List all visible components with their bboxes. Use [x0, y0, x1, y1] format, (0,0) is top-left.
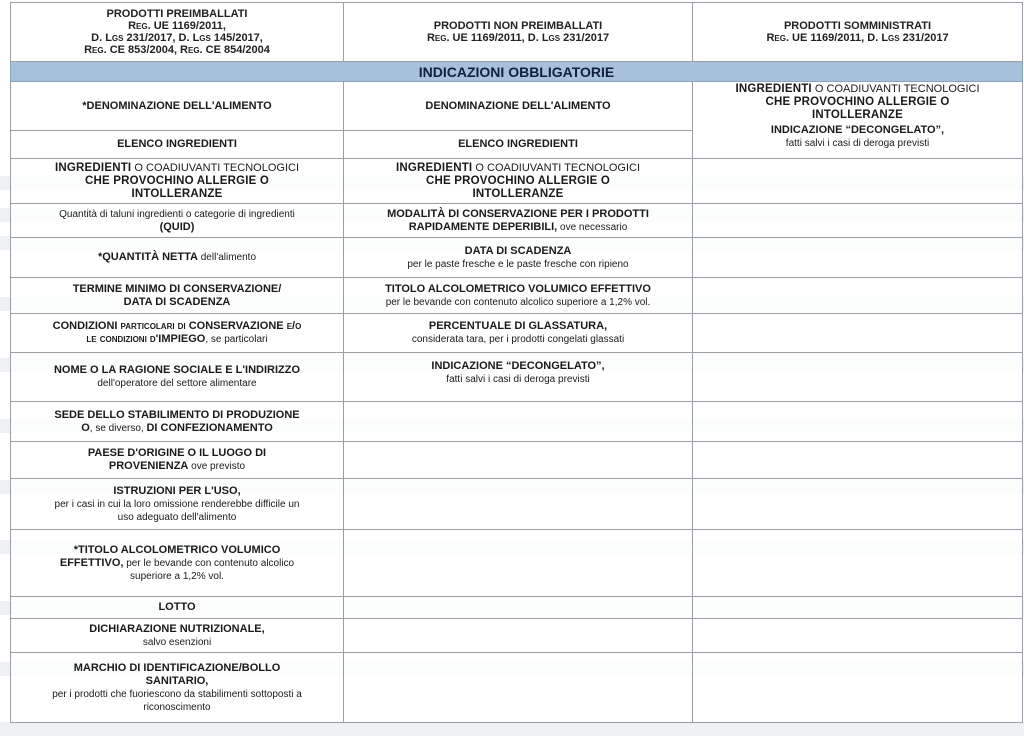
decongelato-label: INDICAZIONE “DECONGELATO”,	[431, 360, 605, 372]
allergens-line: INTOLLERANZE	[812, 109, 903, 121]
header-prepackaged-reg1: Reg. UE 1169/2011,	[128, 20, 226, 32]
denominazione-label: DENOMINAZIONE DELL'ALIMENTO	[425, 99, 611, 112]
cell-c1-r2	[11, 131, 344, 159]
cell-c3-r12	[693, 530, 1023, 597]
health-mark-note-2: riconoscimento	[143, 701, 211, 713]
cell-c1-r15	[11, 653, 344, 723]
cell-c1-r13	[11, 597, 344, 619]
storage-note: ove necessario	[557, 221, 628, 233]
table-row	[11, 204, 1023, 238]
header-prepackaged-reg2: D. Lgs 231/2017, D. Lgs 145/2017,	[91, 32, 263, 44]
operator-label: NOME O LA RAGIONE SOCIALE E L'INDIRIZZO	[53, 364, 301, 376]
cell-c1-r1	[11, 82, 344, 131]
ingredients-label: ELENCO INGREDIENTI	[458, 138, 578, 150]
decongelato-note: fatti salvi i casi di deroga previsti	[785, 138, 930, 149]
glazing-label: PERCENTUALE DI GLASSATURA,	[428, 320, 608, 332]
header-non-prepackaged	[344, 3, 693, 62]
nutrition-label: DICHIARAZIONE NUTRIZIONALE,	[89, 622, 265, 635]
conditions-connector: le condizioni d'	[86, 333, 159, 345]
quid-note: Quantità di taluni ingredienti o categorie di ingredienti	[59, 208, 295, 220]
health-mark-label: MARCHIO DI IDENTIFICAZIONE/BOLLO	[73, 661, 281, 674]
cell-c1-r12	[11, 530, 344, 597]
conditions-note: , se particolari	[205, 334, 268, 345]
ingredients-label: ELENCO INGREDIENTI	[117, 138, 237, 150]
glazing-note: considerata tara, per i prodotti congelati glassati	[411, 334, 625, 345]
conservation-label: CONSERVAZIONE	[188, 320, 284, 332]
header-prepackaged	[11, 3, 344, 62]
cell-c1-r6	[11, 278, 344, 314]
cell-c1-r3	[11, 159, 344, 204]
cell-c3-r3	[693, 159, 1023, 204]
cell-c2-r6	[344, 278, 693, 314]
header-prepackaged-title: PRODOTTI PREIMBALLATI	[106, 8, 248, 20]
cell-c2-r7	[344, 314, 693, 353]
cell-c2-r13	[344, 597, 693, 619]
storage-label-2: RAPIDAMENTE DEPERIBILI,	[408, 220, 558, 233]
cell-c2-r15	[344, 653, 693, 723]
table-row	[11, 82, 1023, 131]
table-row	[11, 353, 1023, 402]
table-row	[11, 402, 1023, 442]
table-row	[11, 278, 1023, 314]
plant-or: O	[81, 421, 90, 434]
cell-c3-r5	[693, 238, 1023, 278]
cell-c3-r10	[693, 442, 1023, 479]
header-served	[693, 3, 1023, 62]
cell-c2-r11	[344, 479, 693, 530]
origin-label-2: PROVENIENZA	[108, 460, 189, 472]
cell-c3-r8	[693, 353, 1023, 402]
cell-c1-r10	[11, 442, 344, 479]
cell-c3-r4	[693, 204, 1023, 238]
origin-label: PAESE D'ORIGINE O IL LUOGO DI	[87, 447, 267, 459]
cell-c2-r5	[344, 238, 693, 278]
allergens-line: CHE PROVOCHINO ALLERGIE O	[425, 174, 611, 187]
table-row	[11, 238, 1023, 278]
decongelato-note: fatti salvi i casi di deroga previsti	[446, 374, 590, 385]
section-banner: INDICAZIONI OBBLIGATORIE	[11, 62, 1023, 82]
header-row	[11, 3, 1023, 62]
table-row	[11, 530, 1023, 597]
cell-c3-r7	[693, 314, 1023, 353]
table-row	[11, 653, 1023, 723]
packaging-label: DI CONFEZIONAMENTO	[146, 421, 273, 434]
instructions-label: ISTRUZIONI PER L'USO,	[113, 484, 241, 497]
table-row	[11, 159, 1023, 204]
table-row	[11, 619, 1023, 653]
table-row	[11, 597, 1023, 619]
cell-c3-r6	[693, 278, 1023, 314]
cell-c3-r15	[693, 653, 1023, 723]
lot-label: LOTTO	[158, 601, 196, 613]
allergens-line: CHE PROVOCHINO ALLERGIE O	[84, 174, 270, 187]
cell-c3-r11	[693, 479, 1023, 530]
allergens-keyword: INGREDIENTI	[55, 161, 132, 174]
header-served-title: PRODOTTI SOMMINISTRATI	[783, 20, 932, 32]
plant-note: , se diverso,	[89, 422, 147, 434]
header-non-prepackaged-reg: Reg. UE 1169/2011, D. Lgs 231/2017	[426, 32, 610, 44]
table-row	[11, 479, 1023, 530]
cell-c1-r11	[11, 479, 344, 530]
allergens-line: INTOLLERANZE	[472, 187, 564, 200]
cell-c1-r9	[11, 402, 344, 442]
alcohol-note: per le bevande con contenuto alcolico superiore a 1,2% vol.	[385, 296, 651, 308]
quid-label: (QUID)	[159, 220, 195, 233]
mandatory-indications-table	[10, 2, 1023, 723]
cell-c1-r8	[11, 353, 344, 402]
conditions-label: CONDIZIONI	[52, 320, 118, 332]
banner-row	[11, 62, 1023, 82]
operator-note: dell'operatore del settore alimentare	[97, 378, 257, 389]
conditions-connector: e/o	[283, 320, 302, 332]
allergens-keyword: INGREDIENTI	[735, 83, 812, 95]
abv-label-2: EFFETTIVO,	[59, 556, 124, 569]
header-served-reg: Reg. UE 1169/2011, D. Lgs 231/2017	[766, 32, 949, 44]
plant-label: SEDE DELLO STABILIMENTO DI PRODUZIONE	[54, 408, 300, 421]
cell-c2-r1	[344, 82, 693, 131]
cell-c2-r14	[344, 619, 693, 653]
abv-label: *TITOLO ALCOLOMETRICO VOLUMICO	[73, 543, 281, 556]
storage-label: MODALITÀ DI CONSERVAZIONE PER I PRODOTTI	[387, 207, 649, 220]
cell-c3-r13	[693, 597, 1023, 619]
cell-c2-r9	[344, 402, 693, 442]
use-label: IMPIEGO	[158, 333, 206, 345]
cell-c2-r8	[344, 353, 693, 402]
conditions-connector: particolari di	[117, 320, 189, 332]
table-row	[11, 442, 1023, 479]
denominazione-label: *DENOMINAZIONE DELL'ALIMENTO	[82, 99, 272, 112]
cell-c3-r9	[693, 402, 1023, 442]
health-mark-label-2: SANITARIO,	[145, 674, 209, 687]
nutrition-note: salvo esenzioni	[142, 636, 212, 648]
net-quantity-note: dell'alimento	[197, 252, 257, 263]
table-row	[11, 314, 1023, 353]
abv-note: per le bevande con contenuto alcolico	[123, 557, 295, 569]
cell-c3-r1	[693, 82, 1023, 159]
allergens-suffix: O COADIUVANTI TECNOLOGICI	[472, 161, 640, 174]
cell-c3-r14	[693, 619, 1023, 653]
tmc-label-2: DATA DI SCADENZA	[123, 295, 231, 308]
allergens-suffix: O COADIUVANTI TECNOLOGICI	[131, 161, 299, 174]
alcohol-label: TITOLO ALCOLOMETRICO VOLUMICO EFFETTIVO	[385, 282, 651, 295]
cell-c2-r3	[344, 159, 693, 204]
allergens-suffix: O COADIUVANTI TECNOLOGICI	[811, 83, 980, 95]
tmc-label: TERMINE MINIMO DI CONSERVAZIONE/	[72, 282, 282, 295]
cell-c2-r12	[344, 530, 693, 597]
health-mark-note: per i prodotti che fuoriescono da stabilimenti sottoposti a	[52, 688, 302, 700]
cell-c2-r10	[344, 442, 693, 479]
abv-note-2: superiore a 1,2% vol.	[130, 570, 224, 582]
expiry-note: per le paste fresche e le paste fresche con ripieno	[407, 258, 629, 270]
cell-c1-r5	[11, 238, 344, 278]
cell-c2-r4	[344, 204, 693, 238]
decongelato-label: INDICAZIONE “DECONGELATO”,	[770, 124, 945, 136]
net-quantity-label: *QUANTITÀ NETTA	[97, 251, 198, 263]
header-non-prepackaged-title: PRODOTTI NON PREIMBALLATI	[433, 20, 603, 32]
allergens-line: INTOLLERANZE	[131, 187, 223, 200]
header-prepackaged-reg3: Reg. CE 853/2004, Reg. CE 854/2004	[84, 44, 270, 56]
cell-c1-r4	[11, 204, 344, 238]
instructions-note-2: uso adeguato dell'alimento	[117, 511, 237, 523]
allergens-keyword: INGREDIENTI	[396, 161, 473, 174]
allergens-line: CHE PROVOCHINO ALLERGIE O	[765, 96, 950, 108]
instructions-note: per i casi in cui la loro omissione renderebbe difficile un	[54, 498, 300, 510]
origin-note: ove previsto	[188, 461, 246, 472]
expiry-label: DATA DI SCADENZA	[464, 244, 572, 257]
cell-c2-r2	[344, 131, 693, 159]
cell-c1-r7	[11, 314, 344, 353]
cell-c1-r14	[11, 619, 344, 653]
